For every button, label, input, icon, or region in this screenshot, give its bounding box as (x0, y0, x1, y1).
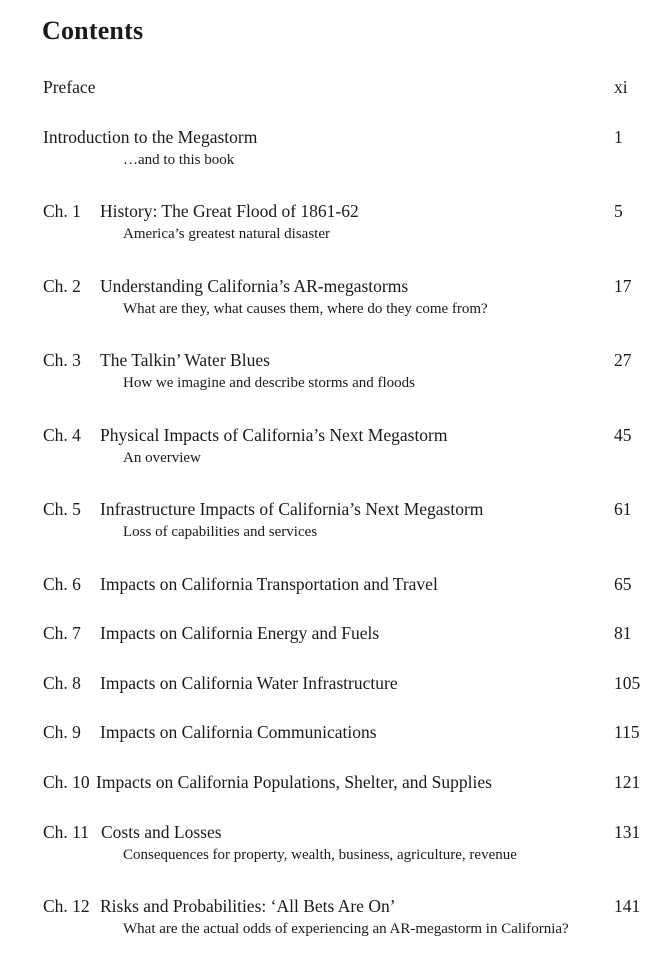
chapter-number: Ch. 3 (43, 350, 81, 370)
entry-page-number: 45 (614, 425, 632, 445)
chapter-number: Ch. 10 (43, 772, 90, 792)
entry-title: The Talkin’ Water Blues (100, 350, 270, 370)
page-title: Contents (42, 16, 144, 45)
entry-subtitle: Loss of capabilities and services (123, 524, 318, 540)
chapter-number: Ch. 12 (43, 896, 90, 916)
entry-subtitle: America’s greatest natural disaster (123, 226, 330, 242)
entry-page-number: 5 (614, 201, 623, 221)
entry-title: Costs and Losses (101, 822, 222, 842)
entry-title: Infrastructure Impacts of California’s Next Megastorm (100, 499, 484, 519)
entry-page-number: xi (614, 77, 628, 97)
entry-title: Impacts on California Transportation and Travel (100, 574, 438, 594)
entry-page-number: 27 (614, 350, 632, 370)
entry-page-number: 17 (614, 276, 632, 296)
entry-title: Understanding California’s AR-megastorms (100, 276, 409, 296)
chapter-number: Ch. 7 (43, 623, 81, 643)
chapter-number: Ch. 9 (43, 722, 81, 742)
entry-title: Impacts on California Energy and Fuels (100, 623, 380, 643)
entry-subtitle: What are the actual odds of experiencing an AR-megastorm in California? (123, 921, 569, 937)
entry-page-number: 65 (614, 574, 632, 594)
entry-title: Impacts on California Water Infrastructure (100, 673, 398, 693)
entry-title: Risks and Probabilities: ‘All Bets Are On’ (100, 896, 396, 916)
entry-subtitle: What are they, what causes them, where do they come from? (123, 301, 488, 317)
entry-page-number: 105 (614, 673, 641, 693)
entry-title: Preface (43, 77, 96, 97)
entry-subtitle: How we imagine and describe storms and floods (123, 375, 416, 391)
entry-subtitle: Consequences for property, wealth, business, agriculture, revenue (123, 847, 517, 863)
chapter-number: Ch. 6 (43, 574, 81, 594)
entry-title: Introduction to the Megastorm (43, 127, 258, 147)
entry-subtitle: An overview (123, 450, 201, 466)
chapter-number: Ch. 2 (43, 276, 81, 296)
entry-title: History: The Great Flood of 1861-62 (100, 201, 359, 221)
entry-title: Impacts on California Populations, Shelter, and Supplies (96, 772, 492, 792)
entry-page-number: 61 (614, 499, 632, 519)
chapter-number: Ch. 8 (43, 673, 81, 693)
entry-title: Impacts on California Communications (100, 722, 377, 742)
chapter-number: Ch. 4 (43, 425, 81, 445)
chapter-number: Ch. 5 (43, 499, 81, 519)
entry-page-number: 131 (614, 822, 641, 842)
entry-page-number: 115 (614, 722, 640, 742)
entry-page-number: 1 (614, 127, 623, 147)
chapter-number: Ch. 11 (43, 822, 90, 842)
entry-subtitle: …and to this book (123, 152, 235, 168)
entry-page-number: 121 (614, 772, 641, 792)
entry-page-number: 141 (614, 896, 641, 916)
entry-title: Physical Impacts of California’s Next Megastorm (100, 425, 448, 445)
entry-page-number: 81 (614, 623, 632, 643)
chapter-number: Ch. 1 (43, 201, 81, 221)
